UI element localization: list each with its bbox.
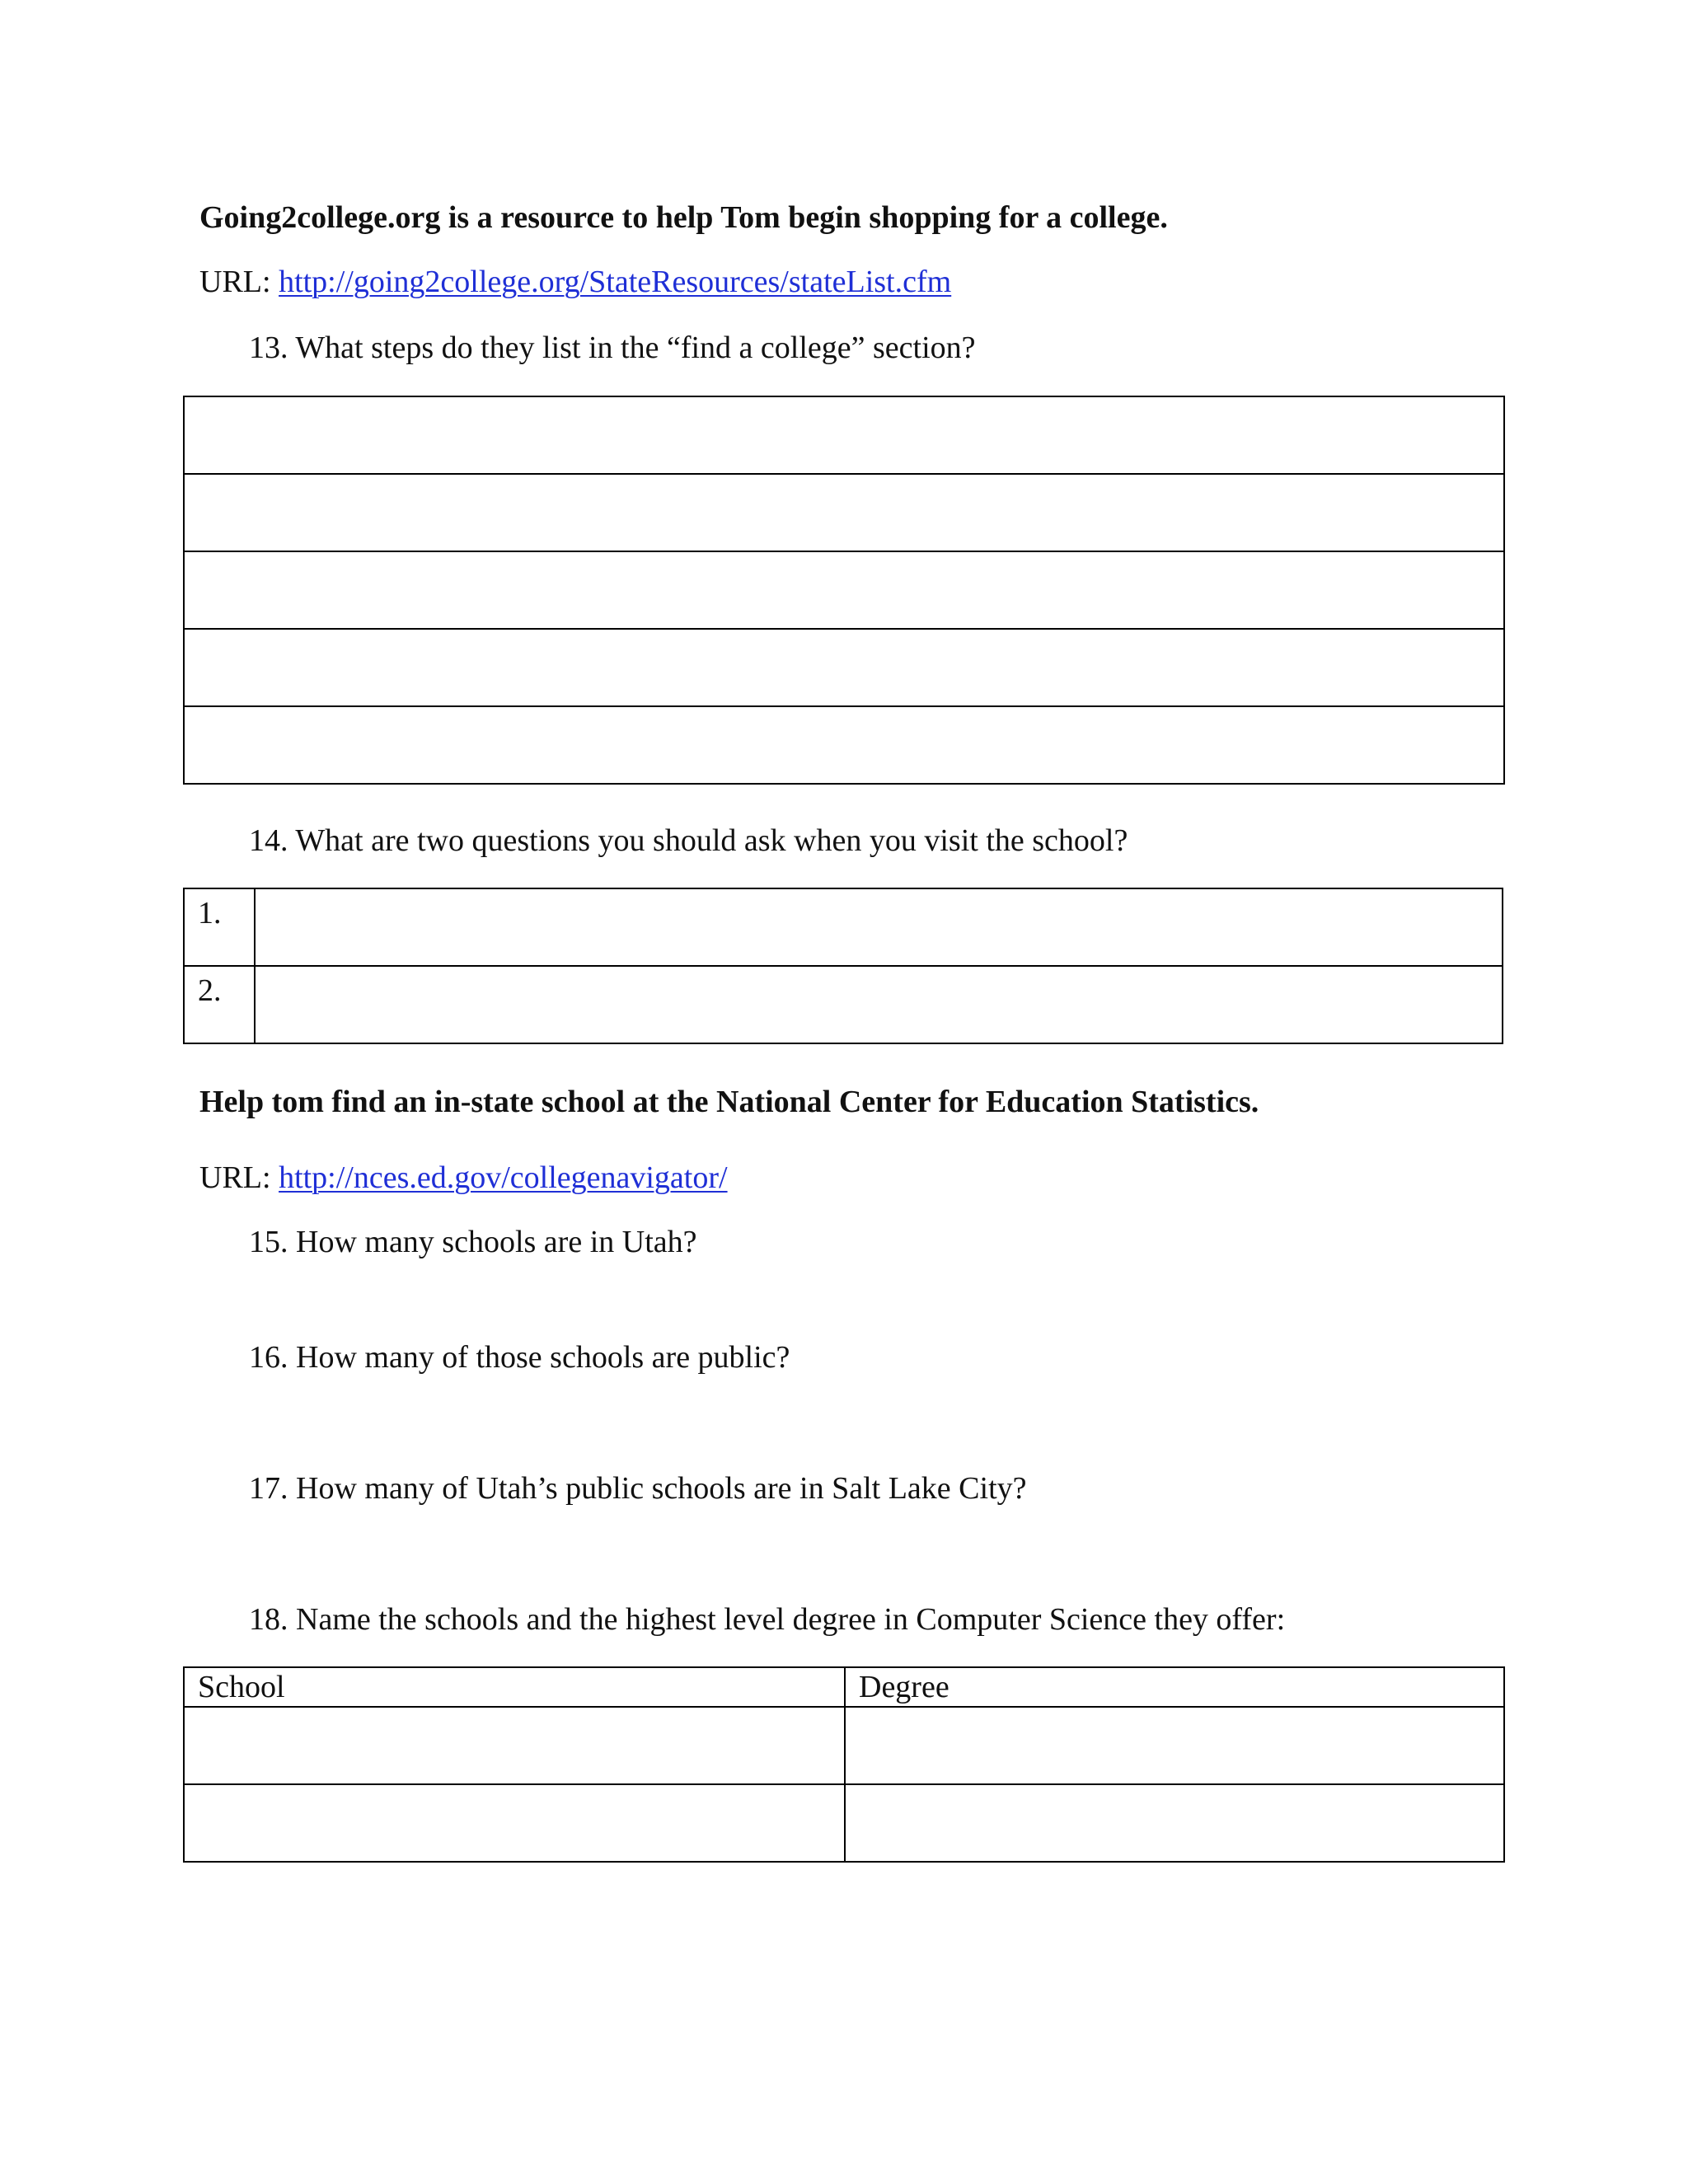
table-row — [184, 888, 1503, 966]
q14-row-number — [184, 888, 255, 966]
table-row — [184, 629, 1504, 706]
url-label: URL: — [199, 1160, 271, 1195]
q14-answer-cell-2[interactable] — [255, 966, 1503, 1043]
q14-row-number-label: 2. — [198, 973, 222, 1008]
column-header-school-label: School — [198, 1670, 285, 1704]
table-row — [184, 474, 1504, 551]
column-header-school — [184, 1667, 845, 1707]
question-13: 13. What steps do they list in the “find a college” section? — [249, 330, 976, 365]
q14-answer-table — [183, 888, 1503, 1044]
degree-cell[interactable] — [845, 1707, 1504, 1784]
degree-cell[interactable] — [845, 1784, 1504, 1862]
url-label: URL: — [199, 265, 271, 299]
q13-answer-cell-5[interactable] — [184, 706, 1504, 784]
table-header-row — [184, 1667, 1504, 1707]
url-line-nces — [199, 1162, 728, 1193]
question-14: 14. What are two questions you should ask when you visit the school? — [249, 823, 1128, 858]
question-18: 18. Name the schools and the highest level degree in Computer Science they offer: — [249, 1602, 1286, 1637]
column-header-degree — [845, 1667, 1504, 1707]
question-17: 17. How many of Utah’s public schools are in Salt Lake City? — [249, 1471, 1027, 1506]
q18-answer-table — [183, 1666, 1505, 1863]
q13-answer-cell-2[interactable] — [184, 474, 1504, 551]
going2college-link[interactable]: http://going2college.org/StateResources/stateList.cfm — [279, 265, 952, 299]
table-row — [184, 396, 1504, 474]
q13-answer-cell-1[interactable] — [184, 396, 1504, 474]
q14-answer-cell-1[interactable] — [255, 888, 1503, 966]
question-15: 15. How many schools are in Utah? — [249, 1225, 697, 1259]
section-heading-going2college: Going2college.org is a resource to help Tom begin shopping for a college. — [199, 200, 1168, 235]
q13-answer-table — [183, 396, 1505, 785]
table-row — [184, 966, 1503, 1043]
q14-row-number — [184, 966, 255, 1043]
q13-answer-cell-3[interactable] — [184, 551, 1504, 629]
school-cell[interactable] — [184, 1707, 845, 1784]
nces-link[interactable]: http://nces.ed.gov/collegenavigator/ — [279, 1160, 728, 1195]
column-header-degree-label: Degree — [859, 1670, 950, 1704]
section-heading-nces: Help tom find an in-state school at the National Center for Education Statistics. — [199, 1085, 1259, 1119]
question-16: 16. How many of those schools are public? — [249, 1340, 790, 1375]
table-row — [184, 1707, 1504, 1784]
table-row — [184, 706, 1504, 784]
school-cell[interactable] — [184, 1784, 845, 1862]
q13-answer-cell-4[interactable] — [184, 629, 1504, 706]
q14-row-number-label: 1. — [198, 896, 222, 930]
table-row — [184, 1784, 1504, 1862]
url-line-going2college — [199, 266, 951, 298]
table-row — [184, 551, 1504, 629]
